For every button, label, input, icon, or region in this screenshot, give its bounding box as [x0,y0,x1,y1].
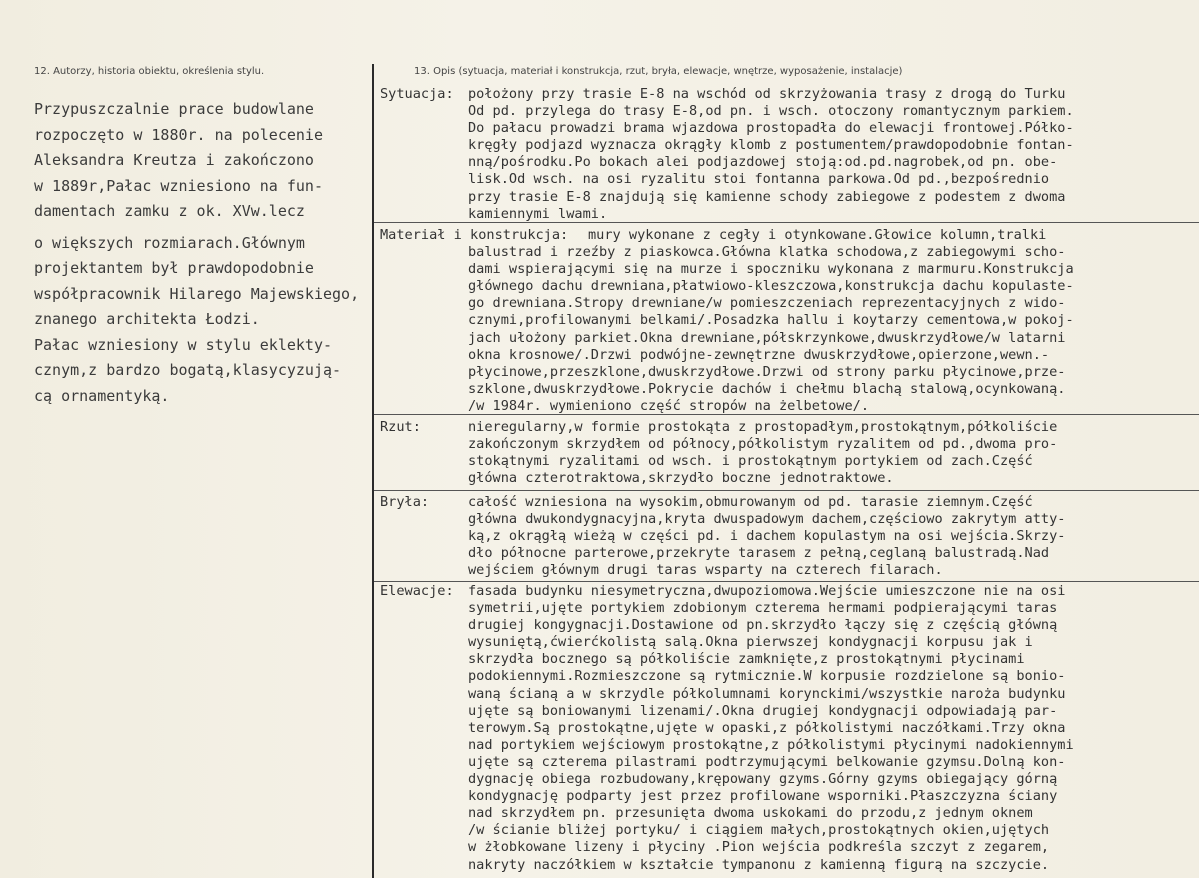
text-line: szklone,dwuskrzydłowe.Pokrycie dachów i chełmu blachą stalową,ocynkowaną. [468,380,1066,397]
text-line: nną/pośrodku.Po bokach alei podjazdowej stoją:od.pd.nagrobek,od pn. obe- [468,154,1058,171]
section-divider [374,490,1199,491]
text-line: Od pd. przylega do trasy E-8,od pn. i wsch. otoczony romantycznym parkiem. [468,103,1074,120]
text-line: przy trasie E-8 znajdują się kamienne schody zabiegowe z podestem z dwoma [468,188,1066,205]
history-line: o większych rozmiarach.Głównym [34,233,305,252]
text-line: kondygnację podparty jest przez profilowane wsporniki.Płaszczyzna ściany [468,788,1058,805]
section-body-sytuacja [468,86,1198,223]
text-line: głównego dachu drewniana,płatwiowo-kleszczowa,konstrukcja dachu kopulaste- [468,278,1074,295]
section-label-rzut: Rzut: [380,419,421,435]
text-line: jach ułożony parkiet.Okna drewniane,półskrzynkowe,dwuskrzydłowe/w latarni [468,329,1066,346]
text-line: drugiej kongygnacji.Dostawione od pn.skrzydło łączy się z częścią główną [468,617,1058,634]
history-line: cznym,z bardzo bogatą,klasycyzują- [34,361,342,379]
text-line: zakończonym skrzydłem od północy,półkolistym ryzalitem od pd.,dwoma pro- [468,436,1058,453]
text-line: wysuniętą,ćwierćkolistą salą.Okna pierwszej kondygnacji korpusu jak i [468,634,1033,651]
text-line: nad portykiem wejściowym prostokątne,z półkolistymi płycinymi nadokiennymi [468,736,1074,753]
history-line: damentach zamku z ok. XVw.lecz [34,202,305,220]
text-line: cznymi,profilowanymi belkami/.Posadzka hallu i koytarzy cementowa,w pokoj- [468,312,1074,329]
section-label-material: Materiał i konstrukcja: [380,227,569,243]
text-line: całość wzniesiona na wysokim,obmurowanym od pd. tarasie ziemnym.Część [468,494,1033,510]
history-line: Pałac wzniesiony w stylu eklekty- [34,335,333,354]
text-line: go drewniana.Stropy drewniane/w pomieszczeniach reprezentacyjnych z wido- [468,295,1066,312]
text-line: /w 1984r. wymieniono część stropów na żelbetowe/. [468,397,870,414]
section-label-bryla: Bryła: [380,494,430,510]
section-label-elewacje: Elewacje: [380,583,454,599]
text-line: główna dwukondygnacyjna,kryta dwuspadowym dachem,częściowo zakrytym atty- [468,511,1066,528]
text-line: dło północne parterowe,przekryte tarasem z pełną,ceglaną balustradą.Nad [468,545,1050,562]
section-divider [374,414,1199,415]
text-line: symetrii,ujęte portykiem zdobionym czterema hermami podpierającymi taras [468,600,1058,617]
section-body-elewacje [468,583,1198,874]
text-line: balustrad i rzeźby z piaskowca.Główna klatka schodowa,z zabiegowymi scho- [468,244,1066,261]
text-line: nakryty naczółkiem w kształcie tympanonu z kamienną figurą na szczycie. [468,856,1050,873]
text-line: lisk.Od wsch. na osi ryzalitu stoi fontanna parkowa.Od pd.,bezpośrednio [468,171,1050,188]
text-line: mury wykonane z cegły i otynkowane.Głowice kolumn,tralki [588,227,1047,243]
text-line: główna czterotraktowa,skrzydło boczne jednotraktowe. [468,470,894,487]
history-line: współpracownik Hilarego Majewskiego, [34,284,360,303]
text-line: kręgły podjazd wyznacza okrągły klomb z postumentem/prawdopodobnie fontan- [468,137,1074,154]
text-line: ujęte są boniowanymi lizenami/.Okna drugiej kondygnacji odpowiadają par- [468,702,1058,719]
text-line: dami wspierającymi się na murze i spoczniku wykonana z marmuru.Konstrukcja [468,261,1074,278]
history-line: znanego architekta Łodzi. [34,310,260,328]
text-line: /w ścianie bliżej portyku/ i ciągiem małych,prostokątnych okien,ujętych [468,822,1050,839]
text-line: stokątnymi ryzalitami od wsch. i prostokątnym portykiem od zach.Część [468,453,1033,470]
history-text [34,97,374,409]
text-line: okna krosnowe/.Drzwi podwójne-zewnętrzne dwuskrzydłowe,opierzone,wewn.- [468,346,1050,363]
text-line: fasada budynku niesymetryczna,dwupoziomowa.Wejście umieszczone nie na osi [468,583,1066,599]
text-line: waną ścianą a w skrzydle półkolumnami korynckimi/wszystkie naroża budynku [468,685,1066,702]
section-divider [374,222,1199,223]
text-line: ką,z okrągłą wieżą w części pd. i dachem kopulastym na osi wejścia.Skrzy- [468,528,1066,545]
text-line: w żłobkowane lizeny i płyciny .Pion wejścia podkreśla szczyt z zegarem, [468,839,1050,856]
text-line: podokiennymi.Rozmieszczone są rytmicznie.W korpusie rozdzielone są bonio- [468,668,1066,685]
history-line: Przypuszczalnie prace budowlane [34,100,314,118]
text-line: nieregularny,w formie prostokąta z prostopadłym,prostokątnym,półkoliście [468,419,1058,435]
header-left-column-title: 12. Autorzy, historia obiektu, określenia stylu. [34,66,265,77]
section-body-bryla [468,494,1198,579]
section-label-sytuacja: Sytuacja: [380,86,454,102]
section-divider [374,581,1199,582]
text-line: ujęte są czterema pilastrami podtrzymującymi belkowanie gzymsu.Dolną kon- [468,753,1066,770]
history-line: projektantem był prawdopodobnie [34,259,314,277]
header-right-column-title: 13. Opis (sytuacja, materiał i konstrukcja, rzut, bryła, elewacje, wnętrze, wyposażenie, instalacje) [414,66,903,77]
text-line: wejściem głównym drugi taras wsparty na czterech filarach. [468,562,943,579]
text-line: położony przy trasie E-8 na wschód od skrzyżowania trasy z drogą do Turku [468,86,1066,102]
text-line: Do pałacu prowadzi brama wjazdowa prostopadła do elewacji frontowej.Półko- [468,120,1074,137]
text-line: nad skrzydłem pn. przesunięta dwoma uskokami do przodu,z jednym oknem [468,805,1033,822]
history-line: rozpoczęto w 1880r. na polecenie [34,125,323,144]
text-line: kamiennymi lwami. [468,205,608,222]
history-line: w 1889r,Pałac wzniesiono na fun- [34,176,323,195]
history-line: Aleksandra Kreutza i zakończono [34,151,314,169]
text-line: dygnację obiega rozbudowany,krępowany gzyms.Górny gzyms obiegający górną [468,771,1058,788]
history-line: cą ornamentyką. [34,386,170,405]
text-line: terowym.Są prostokątne,ujęte w opaski,z półkolistymi naczółkami.Trzy okna [468,719,1066,736]
text-line: skrzydła bocznego są półkoliście zamknięte,z prostokątnymi płycinami [468,651,1025,668]
section-body-rzut [468,419,1198,487]
text-line: płycinowe,przeszklone,dwuskrzydłowe.Drzwi od strony parku płycinowe,prze- [468,363,1066,380]
